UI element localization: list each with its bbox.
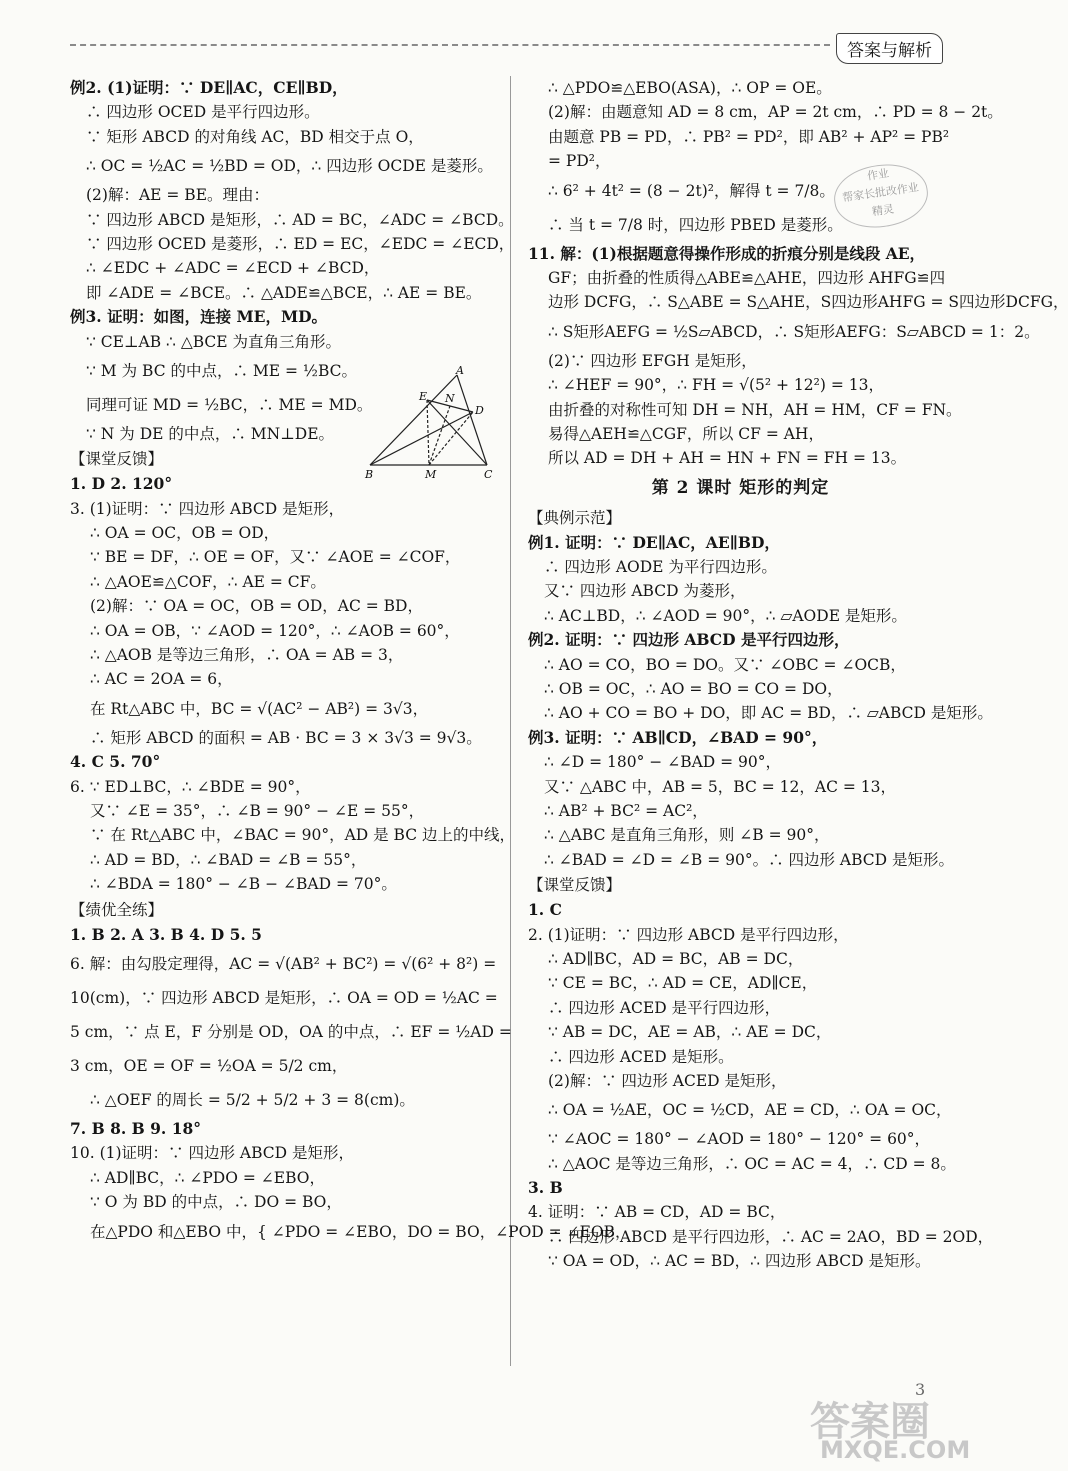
left-line: 1. D 2. 120° (70, 474, 173, 494)
left-line: ∵ 四边形 OCED 是菱形，∴ ED = EC，∠EDC = ∠ECD， (86, 234, 515, 253)
segment-bd (370, 412, 473, 465)
right-line: 边形 DCFG，∴ S△ABE = S△AHE，S四边形AHFG = S四边形DCFG， (548, 293, 1068, 312)
right-line: (2)解：由题意知 AD = 8 cm，AP = 2t cm，∴ PD = 8 − 2t。 (548, 103, 1003, 122)
left-line: 6. 解：由勾股定理得，AC = √(AB² + BC²) = √(6² + 8²) = (70, 954, 497, 973)
right-line: ∴ △ABC 是直角三角形，则 ∠B = 90°， (544, 826, 830, 845)
right-line: ∴ OB = OC，∴ AO = BO = CO = DO， (544, 680, 843, 699)
left-line: 例2. (1)证明：∵ DE∥AC，CE∥BD， (70, 78, 348, 97)
right-line: 4. 证明：∵ AB = CD，AD = BC， (528, 1203, 786, 1222)
stamp-line-1: 作业 (866, 166, 890, 183)
left-line: 【课堂反馈】 (70, 450, 164, 469)
left-line: 4. C 5. 70° (70, 752, 161, 772)
left-line: 3. (1)证明：∵ 四边形 ABCD 是矩形， (70, 499, 345, 518)
left-line: 10(cm)，∵ 四边形 ABCD 是矩形，∴ OA = OD = ½AC = (70, 988, 498, 1007)
right-line: 3. B (528, 1178, 563, 1198)
label-e: E (419, 390, 428, 403)
left-line: ∵ 矩形 ABCD 的对角线 AC，BD 相交于点 O， (86, 127, 424, 146)
right-line: 【典例示范】 (528, 508, 622, 527)
left-line: ∵ O 为 BD 的中点，∴ DO = BO， (90, 1193, 342, 1212)
left-line: 例3. 证明：如图，连接 ME，MD。 (70, 307, 328, 327)
left-line: ∴ △AOB 是等边三角形，∴ OA = AB = 3， (90, 646, 404, 665)
watermark-logo: 答案圈 (810, 1399, 930, 1445)
segment-me (427, 400, 429, 465)
right-line: ∴ OA = ½AE，OC = ½CD，AE = CD，∴ OA = OC， (548, 1101, 952, 1120)
right-line: (2)解：∵ 四边形 ACED 是矩形， (548, 1071, 787, 1090)
column-divider (510, 76, 511, 1366)
right-line: ∴ △PDO≌△EBO(ASA)，∴ OP = OE。 (548, 79, 832, 97)
segment-md (429, 412, 473, 465)
right-line: ∴ 四边形 ACED 是矩形。 (548, 1047, 734, 1066)
left-line: ∴ △OEF 的周长 = 5/2 + 5/2 + 3 = 8(cm)。 (90, 1090, 415, 1109)
left-line: ∵ N 为 DE 的中点，∴ MN⊥DE。 (86, 424, 335, 443)
label-d: D (475, 404, 484, 417)
right-line: 例3. 证明：∵ AB∥CD，∠BAD = 90°， (528, 727, 828, 747)
segment-mn (429, 406, 450, 465)
left-line: 在△PDO 和△EBO 中，{ ∠PDO = ∠EBO，DO = BO，∠POD = ∠EOB， (90, 1222, 631, 1241)
left-line: ∴ OC = ½AC = ½BD = OD，∴ 四边形 OCDE 是菱形。 (86, 157, 493, 176)
label-c: C (484, 468, 493, 481)
right-line: ∵ AB = DC，AE = AB，∴ AE = DC， (548, 1023, 832, 1042)
stamp-line-3: 精灵 (871, 202, 895, 219)
left-line: (2)解：∵ OA = OC，OB = OD，AC = BD， (90, 597, 423, 616)
left-line: ∴ OA = OB，∵ ∠AOD = 120°，∴ ∠AOB = 60°， (90, 621, 460, 640)
right-line: ∴ AB² + BC² = AC²， (544, 801, 708, 820)
left-line: ∴ OA = OC，OB = OD， (90, 524, 280, 543)
right-line: GF；由折叠的性质得△ABE≌△AHE，四边形 AHFG≌四 (548, 268, 946, 287)
left-line: 10. (1)证明：∵ 四边形 ABCD 是矩形， (70, 1144, 354, 1163)
left-line: ∵ BE = DF，∴ OE = OF，又∵ ∠AOE = ∠COF， (90, 548, 461, 567)
stamp-line-2: 帮家长批改作业 (841, 180, 920, 205)
left-line: 5 cm，∵ 点 E，F 分别是 OD，OA 的中点，∴ EF = ½AD = (70, 1022, 512, 1041)
left-line: 即 ∠ADE = ∠BCE。∴ △ADE≌△BCE，∴ AE = BE。 (86, 283, 482, 302)
right-line: ∴ S矩形AEFG = ½S▱ABCD，∴ S矩形AEFG：S▱ABCD = 1：2。 (548, 322, 1040, 341)
left-line: 3 cm，OE = OF = ½OA = 5/2 cm， (70, 1056, 348, 1075)
right-line: 又∵ △ABC 中，AB = 5，BC = 12，AC = 13， (544, 777, 897, 796)
left-line: ∴ 矩形 ABCD 的面积 = AB · BC = 3 × 3√3 = 9√3。 (90, 728, 482, 747)
left-line: ∴ AD = BD，∴ ∠BAD = ∠B = 55°， (90, 850, 367, 869)
right-line: ∴ ∠D = 180° − ∠BAD = 90°， (544, 753, 782, 772)
right-line: ∴ 当 t = 7/8 时，四边形 PBED 是菱形。 (548, 215, 843, 234)
left-line: ∴ △AOE≌△COF，∴ AE = CF。 (90, 572, 326, 591)
left-line: ∴ 四边形 OCED 是平行四边形。 (86, 103, 320, 122)
geometry-figure (365, 364, 505, 481)
header-section-tag: 答案与解析 (836, 33, 943, 64)
watermark-url: MXQE.COM (820, 1436, 971, 1464)
right-line: 由折叠的对称性可知 DH = NH，AH = HM，CF = FN。 (548, 400, 962, 419)
label-m: M (425, 468, 437, 481)
right-line: ∴ △AOC 是等边三角形，∴ OC = AC = 4，∴ CD = 8。 (548, 1154, 956, 1173)
right-line: ∴ ∠BAD = ∠D = ∠B = 90°。∴ 四边形 ABCD 是矩形。 (544, 850, 955, 869)
right-line: 例1. 证明：∵ DE∥AC，AE∥BD， (528, 532, 780, 552)
segment-ac (457, 375, 487, 465)
right-line: ∴ 四边形 ACED 是平行四边形， (548, 998, 781, 1017)
header-divider (70, 44, 830, 46)
right-line: ∴ AC⊥BD，∴ ∠AOD = 90°，∴ ▱AODE 是矩形。 (544, 606, 907, 625)
right-column (528, 76, 1068, 1274)
right-line: ∴ 四边形 ABCD 是平行四边形，∴ AC = 2AO，BD = 2OD， (548, 1227, 994, 1246)
left-line: ∴ AC = 2OA = 6， (90, 670, 233, 689)
page-number: 3 (915, 1380, 926, 1399)
left-line: 6. ∵ ED⊥BC，∴ ∠BDE = 90°， (70, 777, 311, 796)
label-a: A (456, 364, 464, 377)
left-line: ∵ CE⊥AB ∴ △BCE 为直角三角形。 (86, 332, 342, 351)
right-line: ∴ AO + CO = BO + DO，即 AC = BD，∴ ▱ABCD 是矩形。 (544, 704, 993, 723)
left-line: ∴ AD∥BC，∴ ∠PDO = ∠EBO， (90, 1168, 325, 1187)
left-line: 1. B 2. A 3. B 4. D 5. 5 (70, 924, 262, 944)
label-n: N (445, 392, 455, 405)
left-line: 【绩优全练】 (70, 900, 164, 919)
right-line: 第 2 课时 矩形的判定 (651, 477, 830, 498)
right-line: ∴ AO = CO，BO = DO。又∵ ∠OBC = ∠OCB， (544, 655, 906, 674)
right-line: 又∵ 四边形 ABCD 为菱形， (544, 582, 746, 601)
right-line: 易得△AEH≌△CGF，所以 CF = AH， (548, 424, 824, 443)
segment-ba (370, 375, 457, 465)
left-line: ∴ ∠BDA = 180° − ∠B − ∠BAD = 70°。 (90, 875, 397, 894)
left-line: ∵ M 为 BC 的中点，∴ ME = ½BC。 (86, 361, 357, 380)
right-line: 例2. 证明：∵ 四边形 ABCD 是平行四边形， (528, 630, 850, 650)
left-line: 又∵ ∠E = 35°，∴ ∠B = 90° − ∠E = 55°， (90, 801, 425, 820)
right-line: ∵ OA = OD，∴ AC = BD，∴ 四边形 ABCD 是矩形。 (548, 1252, 931, 1271)
right-line: 2. (1)证明：∵ 四边形 ABCD 是平行四边形， (528, 925, 849, 944)
right-line: ∴ 6² + 4t² = (8 − 2t)²，解得 t = 7/8。 (548, 181, 835, 200)
label-b: B (365, 468, 374, 481)
right-line: 1. C (528, 900, 562, 920)
right-line: ∴ AD∥BC，AD = BC，AB = DC， (548, 949, 804, 968)
right-line: ∵ CE = BC，∴ AD = CE，AD∥CE， (548, 974, 818, 993)
right-line: ∵ ∠AOC = 180° − ∠AOD = 180° − 120° = 60°， (548, 1130, 931, 1149)
right-line: = PD²， (548, 152, 611, 171)
right-line: 所以 AD = DH + AH = HN + FN = FH = 13。 (548, 449, 907, 468)
left-line: 同理可证 MD = ½BC，∴ ME = MD。 (86, 395, 373, 414)
right-line: 由题意 PB = PD，∴ PB² = PD²，即 AB² + AP² = PB² (548, 127, 950, 146)
left-line: ∴ ∠EDC + ∠ADC = ∠ECD + ∠BCD， (86, 259, 380, 278)
left-line: 在 Rt△ABC 中，BC = √(AC² − AB²) = 3√3， (90, 699, 429, 718)
right-line: ∴ ∠HEF = 90°，∴ FH = √(5² + 12²) = 13， (548, 376, 884, 395)
right-line: 【课堂反馈】 (528, 876, 622, 895)
right-line: (2)∵ 四边形 EFGH 是矩形， (548, 351, 757, 370)
left-line: (2)解：AE = BE。理由： (86, 186, 270, 205)
left-line: 7. B 8. B 9. 18° (70, 1118, 202, 1138)
left-line: ∵ 在 Rt△ABC 中，∠BAC = 90°，AD 是 BC 边上的中线， (90, 826, 516, 845)
left-line: ∵ 四边形 ABCD 是矩形，∴ AD = BC，∠ADC = ∠BCD。 (86, 210, 514, 229)
right-line: 11. 解：(1)根据题意得操作形成的折痕分别是线段 AE， (528, 243, 926, 263)
right-line: ∴ 四边形 AODE 为平行四边形。 (544, 558, 777, 577)
